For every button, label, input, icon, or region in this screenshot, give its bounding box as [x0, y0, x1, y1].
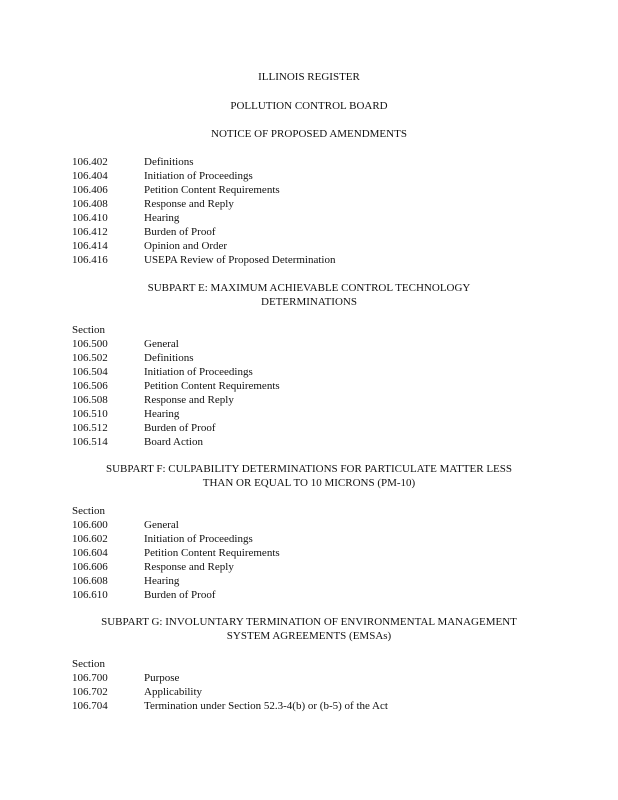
section-title: Response and Reply: [144, 198, 234, 210]
subpart-e-heading-line2: DETERMINATIONS: [261, 296, 357, 308]
section-title: Opinion and Order: [144, 240, 228, 252]
list-item: [72, 155, 552, 169]
list-item: [72, 183, 552, 197]
section-number: 106.502: [72, 352, 108, 364]
section-title: Burden of Proof: [144, 422, 216, 434]
list-item: [72, 337, 552, 351]
section-number: 106.508: [72, 394, 108, 406]
list-item: [72, 685, 552, 699]
list-item: [72, 574, 552, 588]
section-title: Hearing: [144, 408, 180, 420]
section-title: Purpose: [144, 672, 180, 684]
list-item: [72, 169, 552, 183]
section-title: Definitions: [144, 156, 194, 168]
section-number: 106.514: [72, 436, 108, 448]
section-number: 106.510: [72, 408, 108, 420]
section-title: Board Action: [144, 436, 203, 448]
subpart-g-heading-line1: SUBPART G: INVOLUNTARY TERMINATION OF ENVIRONMENTAL MANAGEMENT: [101, 616, 517, 628]
list-item: [72, 351, 552, 365]
list-item: [72, 407, 552, 421]
section-number: 106.504: [72, 366, 108, 378]
list-item: [72, 588, 552, 602]
section-number: 106.408: [72, 198, 108, 210]
list-item: [72, 239, 552, 253]
section-number: 106.402: [72, 156, 108, 168]
section-label: Section: [72, 324, 105, 336]
list-item: [72, 393, 552, 407]
section-title: Burden of Proof: [144, 589, 216, 601]
list-item: [72, 546, 552, 560]
section-title: Hearing: [144, 212, 180, 224]
list-item: [72, 365, 552, 379]
list-item: [72, 225, 552, 239]
subpart-e-heading: [60, 281, 558, 309]
section-number: 106.606: [72, 561, 108, 573]
section-number: 106.608: [72, 575, 108, 587]
list-item: [72, 421, 552, 435]
section-number: 106.404: [72, 170, 108, 182]
list-item: [72, 379, 552, 393]
section-list-e: [72, 323, 552, 449]
section-label: Section: [72, 658, 105, 670]
subpart-f-heading: [60, 462, 558, 490]
section-title: Initiation of Proceedings: [144, 533, 253, 545]
section-number: 106.506: [72, 380, 108, 392]
subpart-e-heading-line1: SUBPART E: MAXIMUM ACHIEVABLE CONTROL TECHNOLOGY: [147, 282, 471, 294]
subpart-g-heading-line2: SYSTEM AGREEMENTS (EMSAs): [226, 630, 392, 642]
section-title: Petition Content Requirements: [144, 380, 280, 392]
section-title: Petition Content Requirements: [144, 547, 280, 559]
section-title: Termination under Section 52.3-4(b) or (b-5) of the Act: [144, 700, 388, 712]
section-number: 106.414: [72, 240, 108, 252]
list-item: [72, 211, 552, 225]
subpart-g-heading: [60, 615, 558, 643]
section-title: Petition Content Requirements: [144, 184, 280, 196]
section-title: Burden of Proof: [144, 226, 216, 238]
section-number: 106.406: [72, 184, 108, 196]
notice-title: NOTICE OF PROPOSED AMENDMENTS: [211, 128, 407, 140]
list-item: [72, 560, 552, 574]
section-number: 106.700: [72, 672, 108, 684]
section-number: 106.500: [72, 338, 108, 350]
list-item: [72, 699, 552, 713]
section-title: Initiation of Proceedings: [144, 366, 253, 378]
list-item: [72, 435, 552, 449]
section-number: 106.604: [72, 547, 108, 559]
section-title: Response and Reply: [144, 394, 234, 406]
section-number: 106.702: [72, 686, 108, 698]
section-title: Definitions: [144, 352, 194, 364]
section-number: 106.416: [72, 254, 108, 266]
section-title: General: [144, 519, 179, 531]
section-number: 106.412: [72, 226, 108, 238]
section-number: 106.704: [72, 700, 108, 712]
section-title: USEPA Review of Proposed Determination: [144, 254, 336, 266]
section-number: 106.602: [72, 533, 108, 545]
subpart-f-heading-line1: SUBPART F: CULPABILITY DETERMINATIONS FOR PARTICULATE MATTER LESS: [105, 463, 513, 475]
section-number: 106.600: [72, 519, 108, 531]
board-title: POLLUTION CONTROL BOARD: [230, 100, 388, 112]
list-item: [72, 518, 552, 532]
section-title: Hearing: [144, 575, 180, 587]
list-item: [72, 197, 552, 211]
section-list-d: [72, 155, 552, 267]
list-item: [72, 253, 552, 267]
section-number: 106.512: [72, 422, 108, 434]
section-number: 106.410: [72, 212, 108, 224]
section-title: Response and Reply: [144, 561, 234, 573]
section-number: 106.610: [72, 589, 108, 601]
list-item: [72, 532, 552, 546]
section-list-g: [72, 657, 552, 713]
section-title: Initiation of Proceedings: [144, 170, 253, 182]
section-title: Applicability: [144, 686, 203, 698]
register-title: ILLINOIS REGISTER: [258, 71, 360, 83]
section-title: General: [144, 338, 179, 350]
section-label: Section: [72, 505, 105, 517]
section-list-f: [72, 504, 552, 602]
subpart-f-heading-line2: THAN OR EQUAL TO 10 MICRONS (PM-10): [202, 477, 416, 489]
list-item: [72, 671, 552, 685]
